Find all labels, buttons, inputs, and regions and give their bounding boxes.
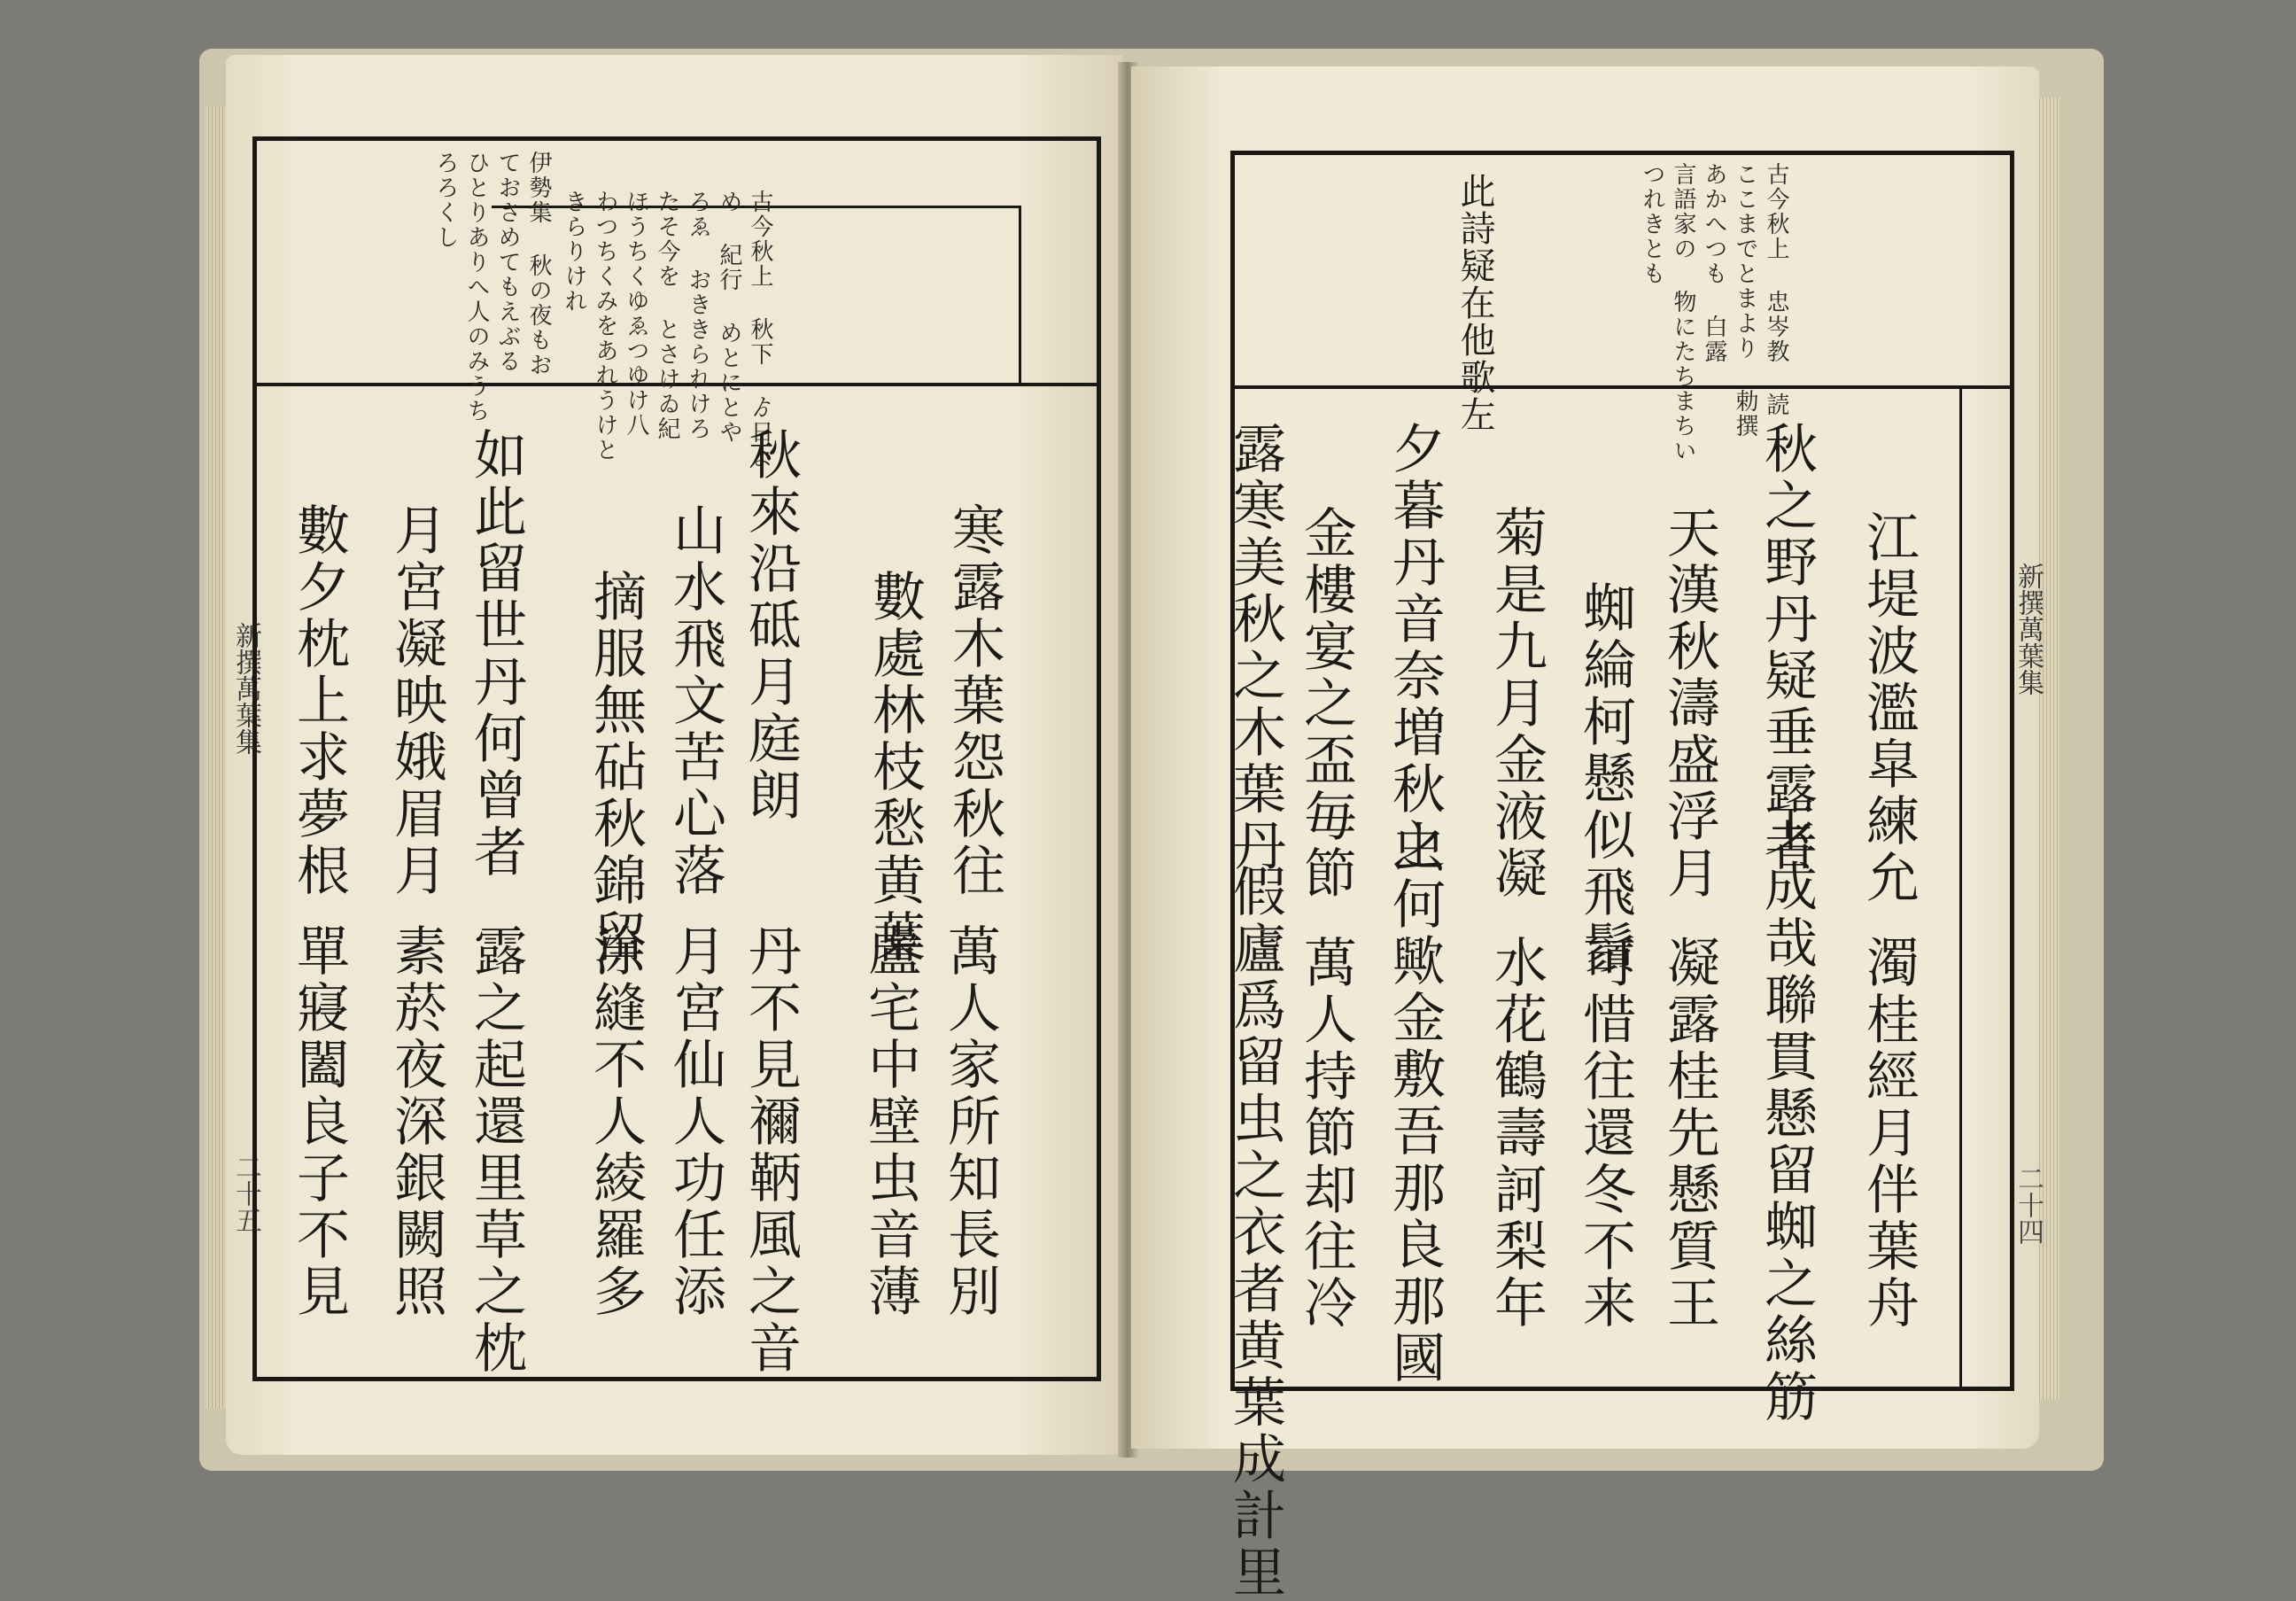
left-column: 素菸夜深銀闕照 (385, 923, 447, 1320)
left-side-title: 新撰萬葉集 (230, 622, 261, 755)
right-column: 蜘綸柯懸似飛鬚 (1574, 580, 1636, 977)
left-column: 丹不見禰鞆風之音 (740, 923, 802, 1377)
left-column: 涂縫不人綾羅多 (585, 923, 647, 1320)
right-column: 菊是九月金液凝 (1485, 505, 1547, 902)
right-poem-note: 此詩疑在他歌左 (1454, 173, 1495, 433)
right-column: 可惜往還冬不来 (1574, 935, 1636, 1332)
right-column: 假廬爲留虫之衣者黄葉成計里 (1224, 864, 1286, 1601)
right-column: 江堤波濫皐練允 (1858, 509, 1920, 906)
left-page (226, 55, 1122, 1455)
left-column: 如此留世丹何曾者 (465, 427, 527, 881)
left-column: 露之起還里草之枕 (465, 923, 527, 1377)
right-column: 金樓宴之盃毎節 (1295, 505, 1357, 902)
right-column: 天漢秋濤盛浮月 (1658, 505, 1720, 902)
left-headnote: 古今秋上 秋下 ゟ日よ (747, 190, 773, 470)
right-headnote: つれきとも (1639, 162, 1665, 286)
left-headnote-right-rule (1019, 206, 1021, 383)
left-column: 摘服無砧秋錦留 (585, 569, 647, 966)
left-folio: 二十五 (230, 1154, 261, 1233)
left-headnote: め 紀行 めとにとや (716, 190, 742, 445)
left-headnote: ておさめてもえぶる (494, 151, 521, 374)
right-column: 露寒美秋之木葉丹 (1224, 421, 1286, 874)
left-column: 寒露木葉怨秋往 (943, 502, 1005, 899)
left-headnote: わつちくみをあれうけと (592, 190, 618, 462)
left-headnote: ろゑ おききられけろ (685, 190, 711, 441)
right-side-title: 新撰萬葉集 (2013, 563, 2044, 696)
left-headnote: ろろくし (432, 151, 459, 250)
right-headnote-divider (1230, 385, 2014, 389)
right-headnote: 古今秋上 忠岑教 読 (1763, 162, 1789, 417)
left-headnote: 伊勢集 秋の夜もお (525, 151, 552, 377)
right-column: 夕暮丹音奈増秋之 (1384, 421, 1446, 874)
right-column: 濁桂經月伴葉舟 (1858, 935, 1920, 1332)
left-column: 秋來沿砥月庭朗 (740, 427, 802, 824)
left-headnote: ほうちくゆゑつゆけ八 (623, 190, 649, 438)
left-headnote: きらりけれ (561, 190, 587, 314)
left-headnote: ひとりありへ人のみうち (463, 151, 490, 424)
right-headnote: あかへつも 白露 (1701, 162, 1727, 364)
right-column: 凝露桂先懸質王 (1658, 935, 1720, 1332)
left-column: 數夕枕上求夢根 (288, 502, 350, 899)
right-column: 秋之野丹疑垂露者 (1756, 421, 1818, 874)
left-column: 月宮仙人功任添 (664, 923, 726, 1320)
left-column: 單寢闔良子不見 (288, 923, 350, 1320)
right-column: 水花鶴壽訶梨年 (1485, 935, 1547, 1332)
left-column: 月宮凝映娥眉月 (385, 502, 447, 899)
left-headnote: たそ今を とさけゐ紀 (654, 190, 680, 441)
left-column: 盧宅中壁虫音薄 (859, 923, 921, 1320)
right-folio: 二十四 (2013, 1165, 2044, 1245)
right-column: 虫何歟金敷吾那良那國 (1384, 820, 1446, 1387)
left-column: 萬人家所知長別 (939, 923, 1001, 1320)
right-column: 玉成哉聯貫懸留蜘之絲筋 (1756, 802, 1818, 1426)
right-column: 萬人持節却往冷 (1295, 935, 1357, 1332)
left-column: 山水飛文苦心落 (664, 502, 726, 899)
right-headnote: ここまでとまより 勅撰 (1732, 162, 1758, 439)
right-inner-rule (1959, 385, 1962, 1391)
right-page (1131, 66, 2044, 1601)
right-headnote: 言語家の 物にたちまちい (1670, 162, 1696, 463)
left-column: 數處林枝愁黄葉 (864, 569, 926, 966)
